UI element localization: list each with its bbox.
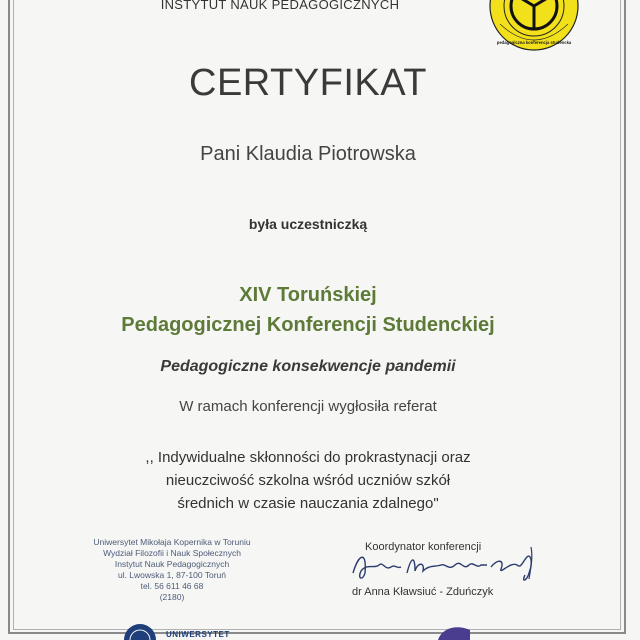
address-line-5: tel. 56 611 46 68 bbox=[140, 581, 204, 591]
address-line-1: Uniwersytet Mikołaja Kopernika w Toruniu bbox=[93, 537, 251, 547]
reference-intro: W ramach konferencji wygłosiła referat bbox=[179, 398, 437, 415]
conference-name bbox=[0, 280, 616, 340]
reference-line-1: ,, Indywidualne skłonności do prokrastynacji oraz bbox=[145, 449, 471, 466]
address-line-3: Instytut Nauk Pedagogicznych bbox=[114, 559, 230, 569]
recipient-name: Klaudia Piotrowska bbox=[245, 143, 416, 165]
certificate-title: CERTYFIKAT bbox=[189, 62, 427, 104]
address-line-2: Wydział Filozofii i Nauk Społecznych bbox=[103, 548, 241, 558]
reference-line-2: nieuczciwość szkolna wśród uczniów szkół bbox=[165, 472, 451, 489]
coordinator-label: Koordynator konferencji bbox=[365, 541, 482, 553]
conference-line-2: Pedagogicznej Konferencji Studenckiej bbox=[121, 314, 495, 336]
salutation: Pani bbox=[200, 143, 241, 165]
reference-line-3: średnich w czasie nauczania zdalnego" bbox=[177, 495, 439, 512]
address-line-4: ul. Lwowska 1, 87-100 Toruń bbox=[117, 570, 227, 580]
coordinator-name: dr Anna Kławsiuć - Zduńczyk bbox=[352, 586, 494, 598]
faculty-logo-icon bbox=[434, 622, 474, 640]
svg-text:pedagogiczna konferencja stude: pedagogiczna konferencja studencka bbox=[496, 40, 572, 45]
participation-text: była uczestniczką bbox=[248, 216, 368, 232]
university-logo-text: UNIWERSYTET bbox=[166, 630, 230, 639]
institution-stamp bbox=[62, 537, 282, 603]
signature-icon bbox=[345, 543, 545, 585]
reference-title bbox=[0, 446, 616, 515]
conference-theme: Pedagogiczne konsekwencje pandemii bbox=[160, 358, 456, 375]
recipient-line bbox=[0, 143, 616, 166]
conference-line-1: XIV Toruńskiej bbox=[239, 284, 377, 306]
address-line-6: (2180) bbox=[159, 592, 185, 602]
conference-seal-icon bbox=[486, 0, 582, 58]
institute-header: INSTYTUT NAUK PEDAGOGICZNYCH bbox=[160, 0, 400, 12]
